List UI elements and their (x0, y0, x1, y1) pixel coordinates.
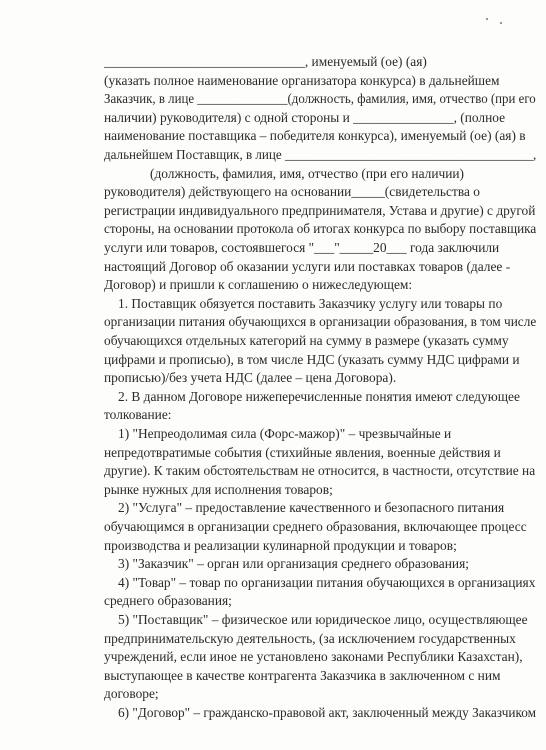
text-line: услуги или товаров, состоявшегося "___"_____20___ года заключили (104, 240, 500, 255)
text-line: 5) "Поставщик" – физическое или юридическое лицо, осуществляющее (118, 612, 528, 627)
text-line: наличии) руководителя) с одной стороны и _______________, (полное (104, 109, 506, 125)
text-line: (должность, фамилия, имя, отчество (при его наличии) (150, 165, 465, 181)
text-line: 6) "Договор" – гражданско-правовой акт, заключенный между Заказчиком (118, 705, 537, 720)
text-line: 3) "Заказчик" – орган или организация среднего образования; (118, 556, 469, 572)
text-line: 4) "Товар" – товар по организации питания обучающихся в организациях (118, 574, 536, 590)
text-line: наименование поставщика – победителя конкурса), именуемый (ое) (ая) в (104, 128, 526, 144)
text-line: руководителя) действующего на основании_____(свидетельства о (104, 184, 480, 200)
text-line: прописью)/без учета НДС (далее – цена Договора). (104, 370, 397, 386)
text-line: настоящий Договор об оказании услуги или поставках товаров (далее - (104, 258, 511, 274)
text-line: Заказчик, в лице ______________(должность, фамилия, имя, отчество (при его (104, 91, 536, 107)
text-line: толкование: (104, 407, 172, 423)
text-line: рынке нужных для исполнения товаров; (104, 481, 333, 497)
text-line: 1) "Непреодолимая сила (Форс-мажор)" – чрезвычайные и (118, 426, 452, 441)
text-line: цифрами и прописью), в том числе НДС (указать сумму НДС цифрами и (104, 351, 520, 367)
text-line: 2) "Услуга" – предоставление качественного и безопасного питания (118, 500, 505, 516)
text-line: предпринимательскую деятельность, (за исключением государственных (104, 630, 516, 646)
text-line: непредотвратимые события (стихийные явления, военные действия и (104, 444, 501, 460)
text-line: обучающихся отдельных категорий на сумму в размере (указать сумму (104, 333, 509, 348)
text-line: организации питания обучающихся в организации образования, в том числе (104, 314, 537, 330)
text-line: ______________________________, именуемый (ое) (ая) (104, 54, 427, 69)
scan-speck (486, 18, 488, 20)
scan-speck (500, 22, 502, 24)
text-line: учреждений, если иное не установлено законами Республики Казахстан), (104, 649, 523, 665)
text-line: среднего образования; (104, 593, 232, 609)
text-line: договоре; (104, 686, 159, 702)
text-line: регистрации индивидуального предпринимателя, Устава и другие) с другой (104, 202, 536, 218)
text-line: дальнейшем Поставщик, в лице ______________________________________, (104, 147, 537, 162)
text-line: Договор) и пришли к соглашению о нижеследующем: (104, 277, 413, 293)
text-line: обучающимся в организации среднего образования, включающее процесс (104, 519, 527, 534)
text-line: другие). К таким обстоятельствам не относится, в частности, отсутствие на (104, 463, 536, 479)
text-line: производства и реализации кулинарной продукции и товаров; (104, 537, 457, 553)
text-line: (указать полное наименование организатора конкурса) в дальнейшем (104, 72, 500, 88)
text-line: выступающее в качестве контрагента Заказчика в заключенном с ним (104, 667, 501, 683)
text-line: стороны, на основании протокола об итогах конкурса по выбору поставщика (104, 221, 537, 237)
text-line: 1. Поставщик обязуется поставить Заказчику услугу или товары по (118, 295, 503, 311)
text-line: 2. В данном Договоре нижеперечисленные понятия имеют следующее (118, 388, 520, 404)
